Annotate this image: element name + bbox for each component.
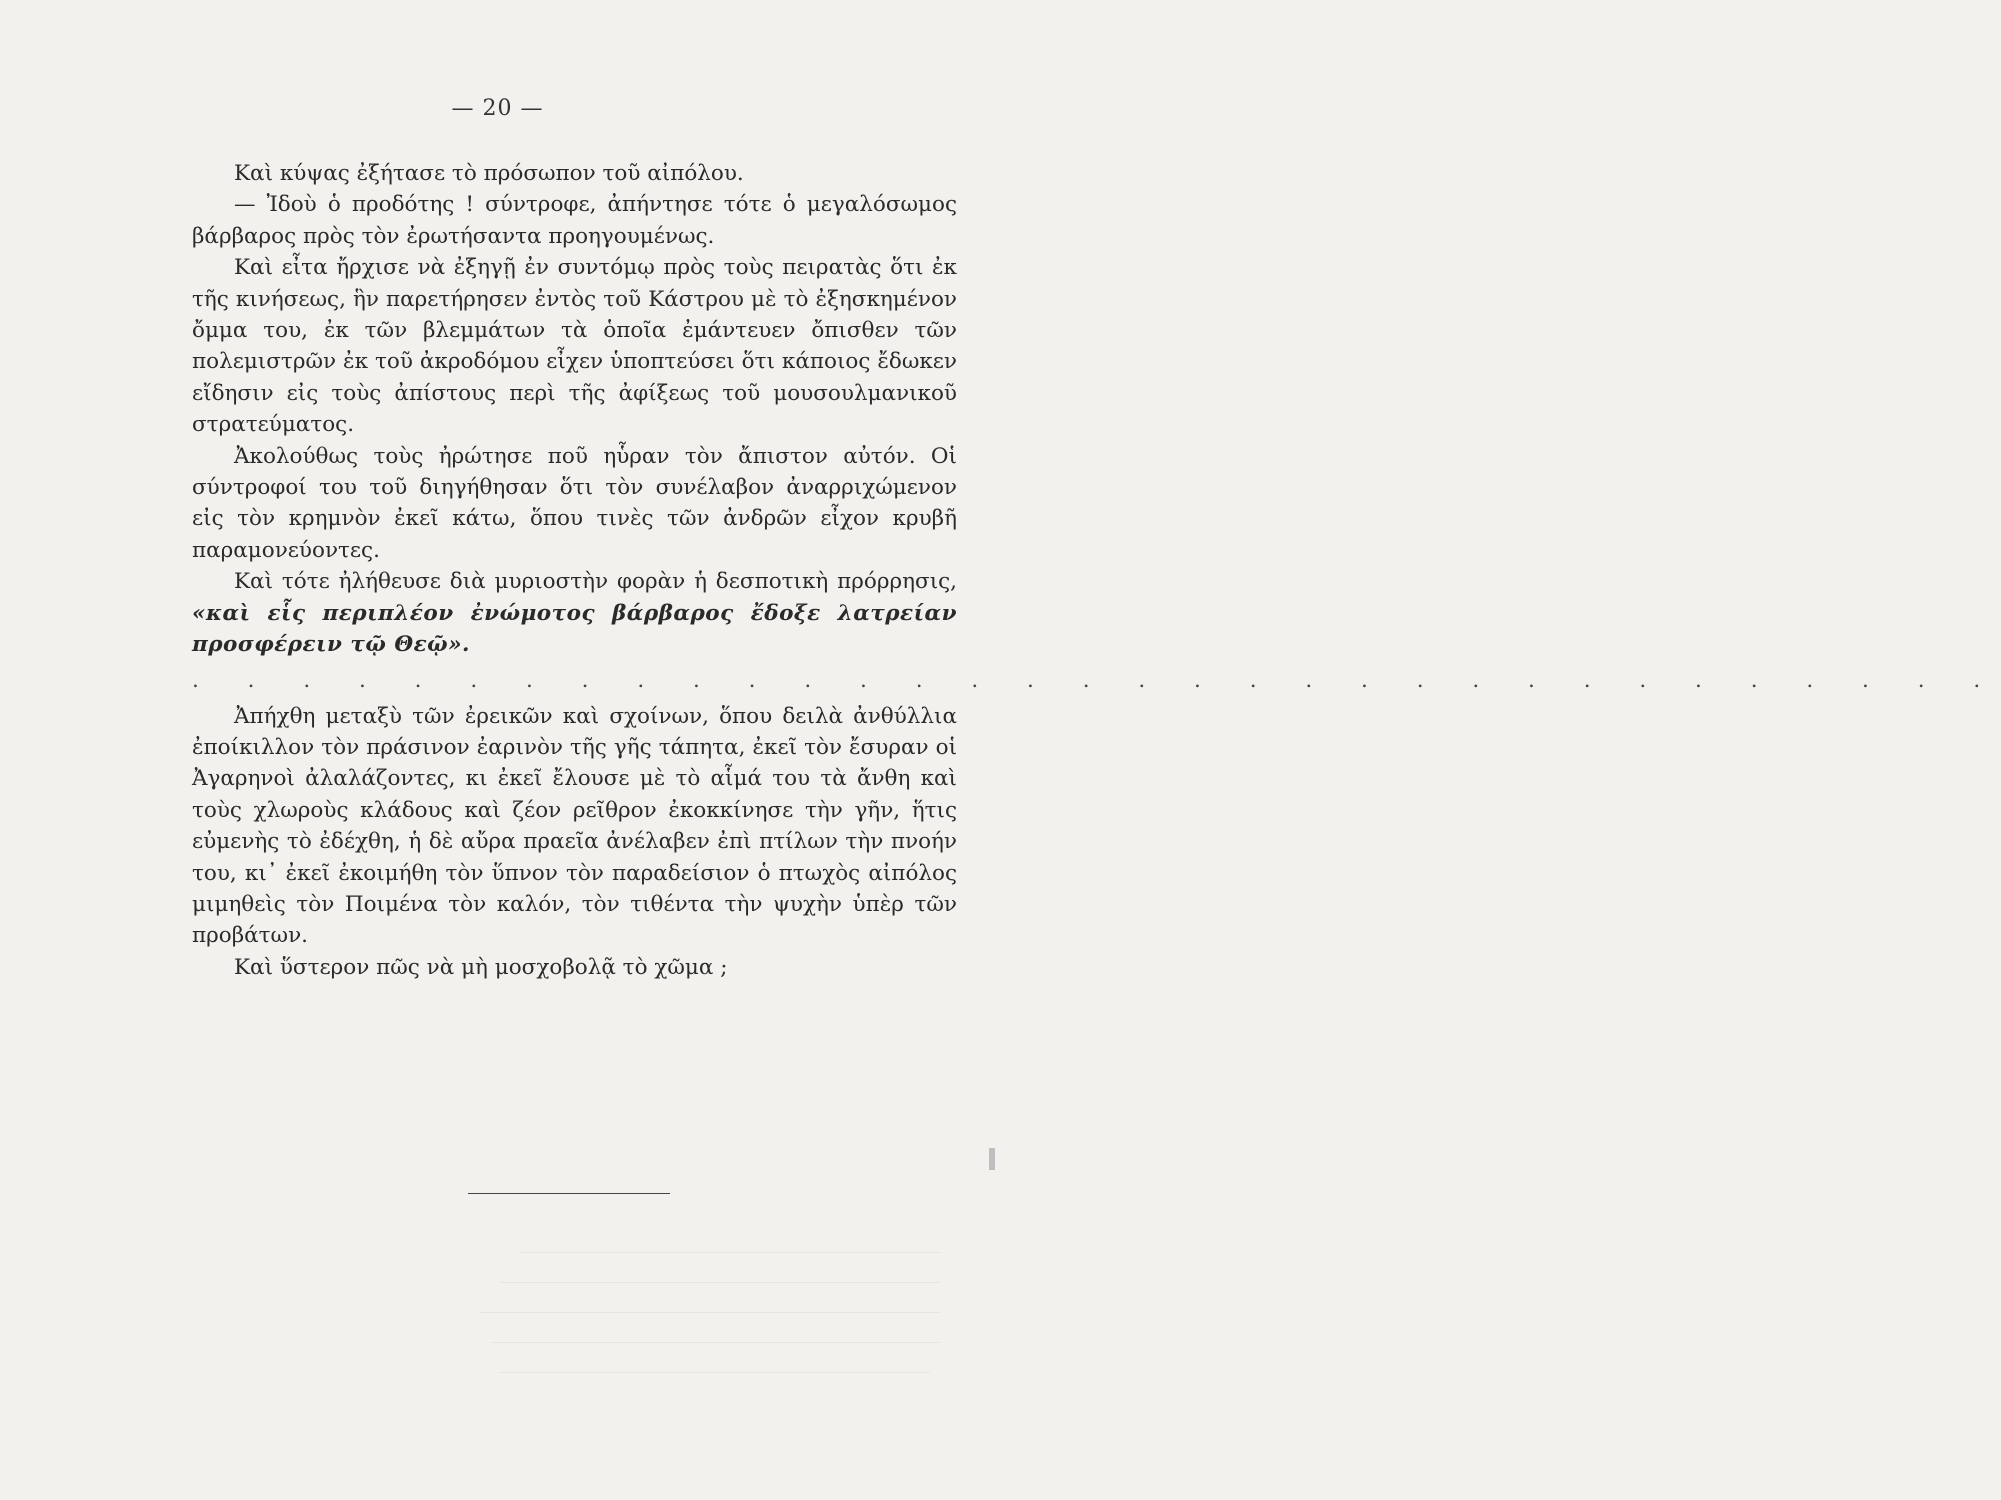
dotted-separator: . . . . . . . . . . . . . . . . . . . . . . . . . . . . . . . . . (192, 667, 2001, 693)
bleed-through-line (520, 1252, 940, 1253)
paragraph-5-text: Καὶ τότε ἠλήθευσε διὰ μυριοστὴν φορὰν ἡ δεσποτικὴ πρόρρησις, (234, 569, 957, 595)
paragraph-2: — Ἰδοὺ ὁ προδότης ! σύντροφε, ἀπήντησε τότε ὁ μεγαλόσωμος βάρβαρος πρὸς τὸν ἐρωτήσαντα προηγουμένως. (192, 192, 957, 249)
bleed-through-line (500, 1372, 930, 1373)
page-number: — 20 — (451, 96, 544, 121)
body-text (192, 158, 2001, 983)
bleed-through-line (480, 1312, 940, 1313)
paragraph-5 (192, 566, 957, 660)
bleed-through-line (490, 1342, 940, 1343)
paragraph-6: Ἀπήχθη μεταξὺ τῶν ἐρεικῶν καὶ σχοίνων, ὅπου δειλὰ ἀνθύλλια ἐποίκιλλον τὸν πράσινον ἐαρινὸν τῆς γῆς τάπητα, ἐκεῖ τὸν ἔσυραν οἱ Ἀγαρηνοὶ ἀλαλάζοντες, κι ἐκεῖ ἔλουσε μὲ τὸ αἷμά του τὰ ἄνθη καὶ τοὺς χλωροὺς κλάδους καὶ ζέον ρεῖθρον ἐκοκκίνησε τὴν γῆν, ἥτις εὐμενὴς τὸ ἐδέχθη, ἡ δὲ αὔρα πραεῖα ἀνέλαβεν ἐπὶ πτίλων τὴν πνοήν του, κι᾽ ἐκεῖ ἐκοιμήθη τὸν ὕπνον τὸν παραδείσιον ὁ πτωχὸς αἰπόλος μιμηθεὶς τὸν Ποιμένα τὸν καλόν, τὸν τιθέντα τὴν ψυχὴν ὑπὲρ τῶν προβάτων. (192, 703, 957, 949)
paragraph-1: Καὶ κύψας ἐξήτασε τὸ πρόσωπον τοῦ αἰπόλου. (234, 161, 744, 186)
paragraph-3: Καὶ εἶτα ἤρχισε νὰ ἐξηγῇ ἐν συντόμῳ πρὸς τοὺς πειρατὰς ὅτι ἐκ τῆς κινήσεως, ἣν παρετήρησεν ἐντὸς τοῦ Κάστρου μὲ τὸ ἐξησκημένον ὄμμα του, ἐκ τῶν βλεμμάτων τὰ ὁποῖα ἐμάντευεν ὄπισθεν τῶν πολεμιστρῶν ἐκ τοῦ ἀκροδόμου εἶχεν ὑποπτεύσει ὅτι κάποιος ἔδωκεν εἴδησιν εἰς τοὺς ἀπίστους περὶ τῆς ἀφίξεως τοῦ μουσουλμανικοῦ στρατεύματος. (192, 255, 957, 438)
paragraph-7: Καὶ ὕστερον πῶς νὰ μὴ μοσχοβολᾷ τὸ χῶμα ; (234, 954, 728, 980)
section-end-rule (468, 1193, 670, 1194)
paragraph-4: Ἀκολούθως τοὺς ἠρώτησε ποῦ ηὗραν τὸν ἄπιστον αὐτόν. Οἱ σύντροφοί του τοῦ διηγήθησαν ὅτι τὸν συνέλαβον ἀναρριχώμενον εἰς τὸν κρημνὸν ἐκεῖ κάτω, ὅπου τινὲς τῶν ἀνδρῶν εἶχον κρυβῆ παραμονεύοντες. (192, 443, 957, 563)
page-edge-mark (989, 1148, 995, 1170)
emphasized-quote: «καὶ εἷς περιπλέον ἐνώμοτος βάρβαρος ἔδοξε λατρείαν προσφέρειν τῷ Θεῷ». (192, 600, 957, 658)
bleed-through-line (500, 1282, 940, 1283)
